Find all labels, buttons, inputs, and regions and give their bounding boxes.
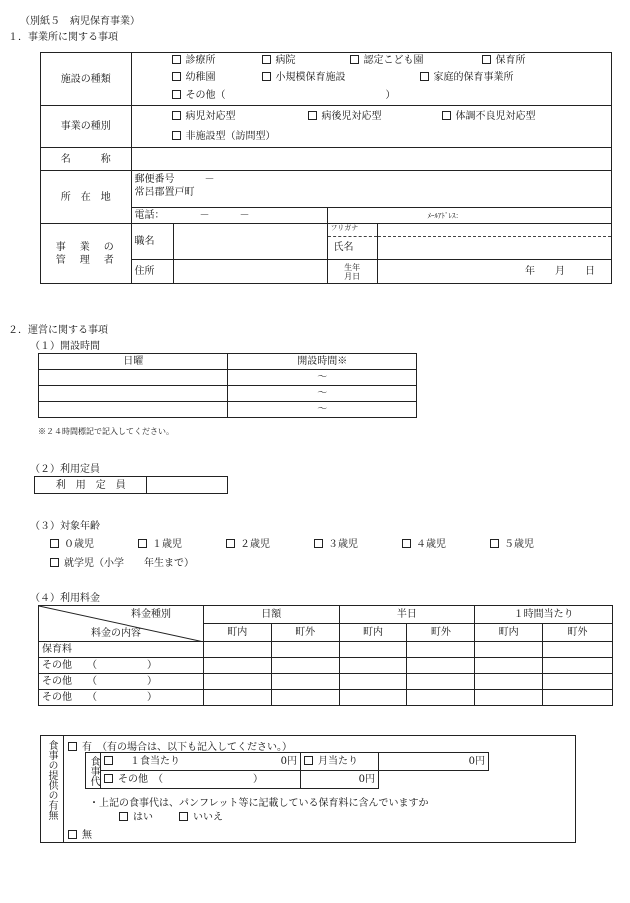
meal-answer-yes[interactable]: はい — [119, 808, 153, 823]
facility-clinic[interactable]: 診療所 — [172, 54, 216, 67]
hours-table — [38, 353, 417, 418]
fee-sub-in: 町内 — [339, 624, 407, 642]
fee-cell[interactable] — [203, 642, 271, 658]
fee-sub-in: 町内 — [475, 624, 543, 642]
facility-home[interactable]: 家庭的保育事業所 — [420, 71, 514, 84]
address-field[interactable] — [131, 171, 611, 208]
fee-table — [38, 605, 613, 706]
hours-header-day: 日曜 — [39, 354, 228, 370]
business-recovery[interactable]: 病後児対応型 — [308, 110, 382, 123]
fee-cell[interactable] — [271, 658, 339, 674]
fee-sub-out: 町外 — [543, 624, 613, 642]
fee-row — [39, 690, 613, 706]
phone-field[interactable]: 電話： － － — [131, 208, 327, 224]
fee-cell[interactable] — [339, 674, 407, 690]
fee-cell[interactable] — [203, 674, 271, 690]
manager-label: 事 業 の 管 理 者 — [41, 224, 132, 284]
facility-table — [40, 52, 612, 284]
town-name: 常呂郡置戸町 — [134, 187, 195, 198]
facility-small[interactable]: 小規模保育施設 — [262, 71, 346, 84]
fee-cell[interactable] — [271, 674, 339, 690]
address-label: 所 在 地 — [41, 171, 132, 224]
section2-title: ２．運営に関する事項 — [8, 325, 108, 336]
hours-header-time: 開設時間※ — [228, 354, 417, 370]
meal-no-option[interactable]: 無 — [68, 826, 92, 841]
residence-field[interactable] — [174, 260, 327, 284]
age-school[interactable]: 就学児（小学 年生まで） — [50, 554, 194, 569]
meal-box — [40, 735, 576, 843]
fee-cell[interactable] — [203, 658, 271, 674]
fee-cell[interactable] — [407, 658, 475, 674]
postal-code: 郵便番号 － — [134, 174, 215, 185]
fee-cell[interactable] — [339, 690, 407, 706]
meal-side-label: 食事の提供の有無 — [46, 740, 57, 820]
fee-corner-cell — [39, 606, 204, 642]
birth-date-field[interactable]: 年 月 日 — [377, 260, 611, 284]
business-unwell[interactable]: 体調不良児対応型 — [442, 110, 536, 123]
fee-cell[interactable] — [543, 690, 613, 706]
hours-day-1[interactable] — [39, 370, 228, 386]
age-4[interactable]: ４歳児 — [402, 535, 446, 550]
fee-corner-bottom: 料金の内容 — [91, 628, 141, 639]
facility-options — [132, 53, 611, 105]
person-name-label: 氏名 — [333, 242, 354, 253]
fee-cell[interactable] — [475, 642, 543, 658]
facility-nintei[interactable]: 認定こども園 — [350, 54, 424, 67]
per-meal-amount: 0円 — [280, 756, 297, 767]
furigana-label: フリガナ — [328, 224, 377, 237]
residence-label: 住所 — [131, 260, 174, 284]
fee-cell[interactable] — [271, 642, 339, 658]
facility-other[interactable]: その他（ ） — [172, 89, 396, 102]
meal-yes-option[interactable]: 有 （有の場合は、以下も記入してください。） — [68, 738, 292, 753]
age-3[interactable]: ３歳児 — [314, 535, 358, 550]
meal-cost-table — [85, 752, 489, 789]
other-meal-amount[interactable]: 0円 — [301, 771, 379, 789]
per-meal-option[interactable]: １食当たり 0円 — [101, 753, 301, 771]
fee-sub-out: 町外 — [271, 624, 339, 642]
age-2[interactable]: ２歳児 — [226, 535, 270, 550]
facility-nursery[interactable]: 保育所 — [482, 54, 526, 67]
section1-title: １．事業所に関する事項 — [8, 32, 118, 43]
age-title: （３）対象年齢 — [30, 521, 100, 532]
fee-title: （４）利用料金 — [30, 593, 100, 604]
fee-cell[interactable] — [475, 674, 543, 690]
business-options — [132, 106, 611, 147]
fee-row-label: その他 （ ） — [39, 658, 204, 674]
fee-row — [39, 658, 613, 674]
name-label: 名 称 — [41, 148, 132, 171]
meal-cost-label: 食事代 — [88, 755, 99, 786]
fee-corner-top: 料金種別 — [131, 609, 171, 620]
name-field[interactable] — [131, 148, 611, 171]
hours-note: ※２４時間標記で記入してください。 — [38, 427, 174, 436]
job-title-label: 職名 — [131, 224, 174, 260]
fee-cell[interactable] — [475, 690, 543, 706]
fee-group-half: 半日 — [339, 606, 475, 624]
fee-cell[interactable] — [543, 642, 613, 658]
meal-answer-no[interactable]: いいえ — [179, 808, 223, 823]
email-field[interactable]: ﾒｰﾙｱﾄﾞﾚｽ： — [327, 208, 611, 224]
fee-cell[interactable] — [407, 642, 475, 658]
capacity-table — [34, 476, 228, 494]
fee-sub-in: 町内 — [203, 624, 271, 642]
business-sick[interactable]: 病児対応型 — [172, 110, 236, 123]
fee-row-label: その他 （ ） — [39, 690, 204, 706]
fee-cell[interactable] — [543, 658, 613, 674]
facility-hospital[interactable]: 病院 — [262, 54, 296, 67]
job-title-field[interactable] — [174, 224, 327, 260]
fee-cell[interactable] — [271, 690, 339, 706]
capacity-field[interactable] — [147, 477, 228, 494]
fee-row — [39, 642, 613, 658]
fee-sub-out: 町外 — [407, 624, 475, 642]
age-0[interactable]: ０歳児 — [50, 535, 94, 550]
person-name-field[interactable] — [377, 224, 611, 260]
capacity-label: 利 用 定 員 — [35, 477, 147, 494]
fee-row-label: その他 （ ） — [39, 674, 204, 690]
fee-cell[interactable] — [407, 690, 475, 706]
fee-cell[interactable] — [339, 642, 407, 658]
hours-title: （１）開設時間 — [30, 341, 100, 352]
fee-group-daily: 日額 — [203, 606, 339, 624]
fee-cell[interactable] — [407, 674, 475, 690]
facility-kindergarten[interactable]: 幼稚園 — [172, 71, 216, 84]
meal-side — [41, 736, 64, 842]
age-5[interactable]: ５歳児 — [490, 535, 534, 550]
hours-time-3[interactable]: ～ — [228, 402, 417, 418]
fee-row-label: 保育料 — [39, 642, 204, 658]
facility-type-label: 施設の種類 — [41, 53, 132, 106]
business-visit[interactable]: 非施設型（訪問型） — [172, 130, 276, 143]
meal-cost-label-cell — [86, 753, 101, 789]
business-type-label: 事業の種別 — [41, 106, 132, 148]
fee-cell[interactable] — [339, 658, 407, 674]
hours-day-2[interactable] — [39, 386, 228, 402]
fee-cell[interactable] — [475, 658, 543, 674]
fee-cell[interactable] — [543, 674, 613, 690]
per-month-option[interactable]: 月当たり — [301, 753, 379, 771]
other-meal-option[interactable]: その他 （ ） — [101, 771, 301, 789]
age-1[interactable]: １歳児 — [138, 535, 182, 550]
birth-label: 生年 月日 — [327, 260, 377, 284]
hours-time-2[interactable]: ～ — [228, 386, 417, 402]
per-month-amount[interactable]: 0円 — [379, 753, 489, 771]
doc-header: （別紙５ 病児保育事業） — [20, 16, 140, 27]
fee-cell[interactable] — [203, 690, 271, 706]
meal-question: ・上記の食事代は、パンフレット等に記載している保育料に含んでいますか — [89, 798, 429, 809]
hours-day-3[interactable] — [39, 402, 228, 418]
fee-group-hourly: １時間当たり — [475, 606, 613, 624]
capacity-title: （２）利用定員 — [30, 464, 100, 475]
fee-row — [39, 674, 613, 690]
hours-time-1[interactable]: ～ — [228, 370, 417, 386]
